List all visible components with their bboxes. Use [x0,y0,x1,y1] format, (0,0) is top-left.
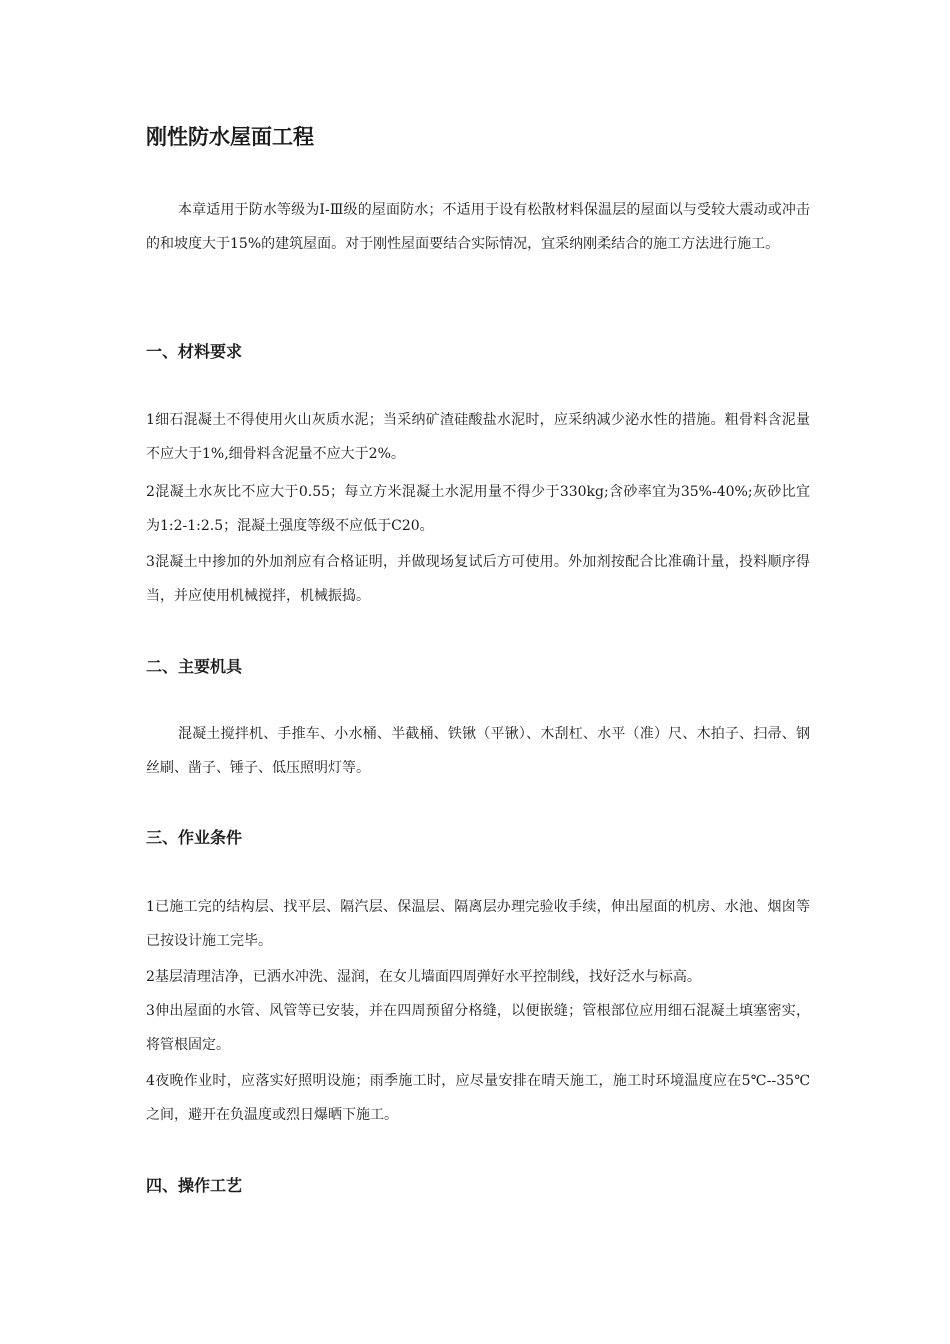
tools-paragraph: 混凝土搅拌机、手推车、小水桶、半截桶、铁锹（平锹）、木刮杠、水平（准）尺、木拍子、扫帚、钢丝刷、凿子、锤子、低压照明灯等。 [146,726,810,776]
conditions-item-1: 1已施工完的结构层、找平层、隔汽层、保温层、隔离层办理完验收手续，伸出屋面的机房、水池、烟囱等已按设计施工完毕。 [146,899,810,949]
section-heading-tools: 二、主要机具 [146,657,243,676]
document-title: 刚性防水屋面工程 [146,125,314,149]
conditions-item-4: 4夜晚作业时，应落实好照明设施；雨季施工时，应尽量安排在晴天施工，施工时环境温度应在5℃--35℃之间，避开在负温度或烈日爆晒下施工。 [146,1073,810,1123]
conditions-item-3: 3伸出屋面的水管、风管等已安装，并在四周预留分格缝，以便嵌缝；管根部位应用细石混凝土填塞密实，将管根固定。 [146,1003,810,1053]
materials-item-1: 1细石混凝土不得使用火山灰质水泥；当采纳矿渣硅酸盐水泥时，应采纳减少泌水性的措施。粗骨料含泥量不应大于1%,细骨料含泥量不应大于2%。 [146,412,810,462]
conditions-item-2: 2基层清理洁净，已洒水冲洗、湿润，在女儿墙面四周弹好水平控制线，找好泛水与标高。 [146,969,701,985]
materials-item-3: 3混凝土中掺加的外加剂应有合格证明，并做现场复试后方可使用。外加剂按配合比准确计量，投料顺序得当，并应使用机械搅拌，机械振捣。 [146,554,810,604]
intro-paragraph: 本章适用于防水等级为Ⅰ-Ⅲ级的屋面防水；不适用于设有松散材料保温层的屋面以与受较大震动或冲击的和坡度大于15%的建筑屋面。对于刚性屋面要结合实际情况，宜采纳刚柔结合的施工方法进行施工。 [146,202,810,252]
section-heading-conditions: 三、作业条件 [146,828,243,847]
section-heading-process: 四、操作工艺 [146,1176,243,1195]
materials-item-2: 2混凝土水灰比不应大于0.55；每立方米混凝土水泥用量不得少于330kg;含砂率宜为35%-40%;灰砂比宜为1:2-1:2.5；混凝土强度等级不应低于C20。 [146,484,810,534]
section-heading-materials: 一、材料要求 [146,342,243,361]
